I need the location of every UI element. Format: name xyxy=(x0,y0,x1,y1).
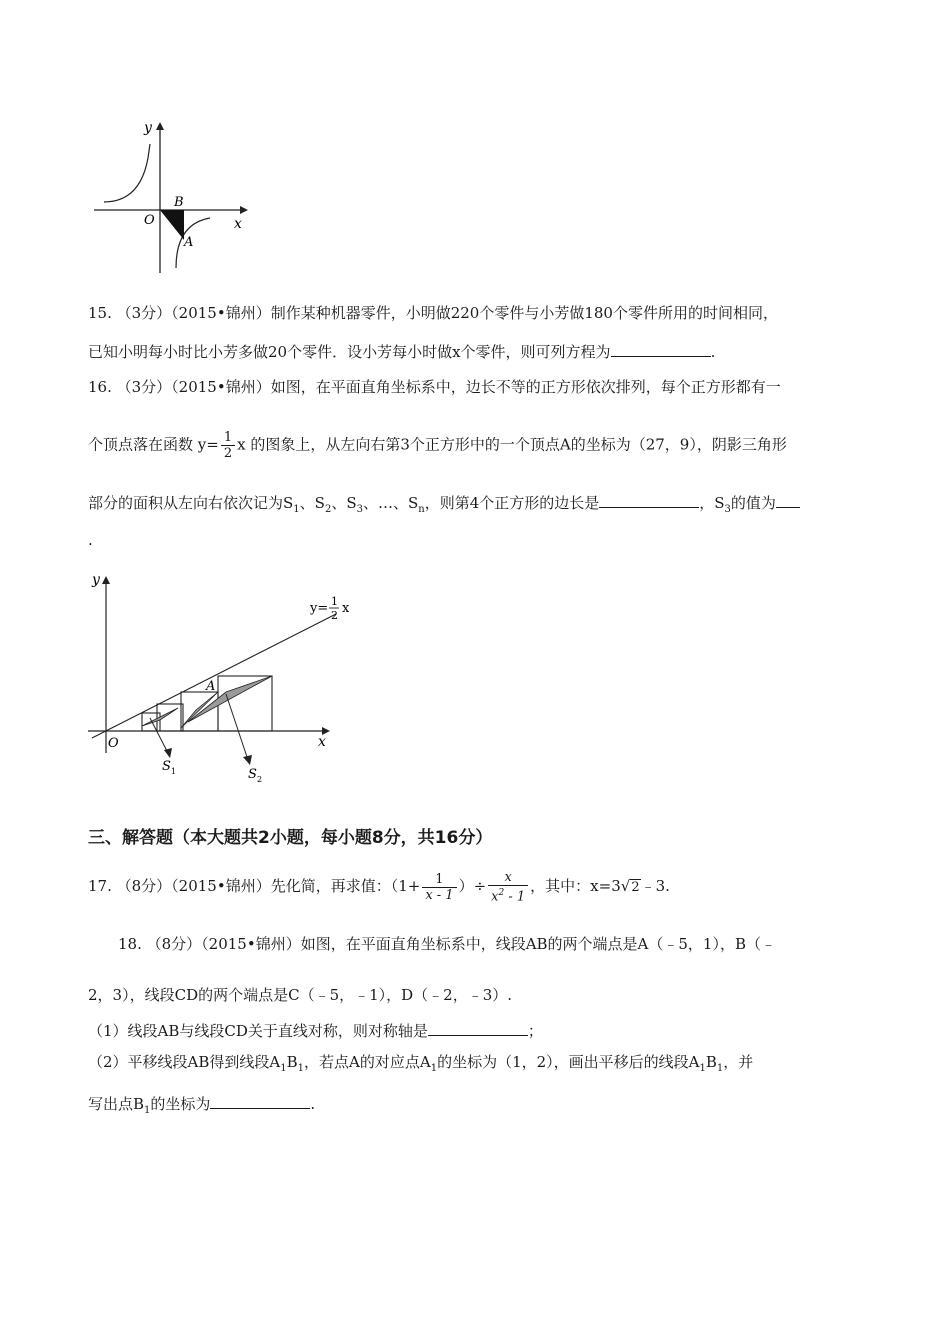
q18-sub-f: 1 xyxy=(144,1105,151,1116)
q17-text-b: ）÷ xyxy=(458,877,487,895)
q15-answer-blank[interactable] xyxy=(611,341,711,357)
fig1-o-label: O xyxy=(144,213,155,228)
q16-line4: . xyxy=(88,531,93,549)
fig1-b-label: B xyxy=(174,195,184,210)
q18-line5-b: 的坐标为 xyxy=(150,1095,211,1113)
q16-line2-rest: x 的图象上，从左向右第3个正方形中的一个顶点A的坐标为（27，9），阴影三角形 xyxy=(237,435,787,454)
q17-text-c: ，其中：x=3 xyxy=(530,877,621,895)
q18-line4 xyxy=(88,1052,753,1079)
q15-line1: 15. （3分）（2015•锦州）制作某种机器零件，小明做220个零件与小芳做180个零件所用的时间相同， xyxy=(88,304,778,322)
fig2-s2-sub: 2 xyxy=(257,775,263,784)
q17-f2-den xyxy=(488,886,528,904)
q18-line5-end: . xyxy=(310,1095,316,1113)
fig1-a-label: A xyxy=(184,235,194,250)
q17-f1-den: x - 1 xyxy=(425,887,454,903)
q17-f2-den-sup: 2 xyxy=(498,887,505,898)
q16-line3-a: 部分的面积从左向右依次记为S xyxy=(88,494,294,512)
q16-line3-c: 、S xyxy=(331,494,357,512)
q16-frac-den: 2 xyxy=(223,446,233,461)
q17-sqrt-value: 2 xyxy=(631,880,640,895)
q18-line5-a: 写出点B xyxy=(88,1095,145,1113)
q18-line4-e: B xyxy=(705,1053,717,1071)
q17-fraction-1 xyxy=(422,872,456,903)
fig1-y-label: y xyxy=(144,120,152,136)
fig2-func-x: x xyxy=(342,601,350,616)
fig2-x-label: x xyxy=(318,734,326,750)
q16-subn: n xyxy=(418,504,425,515)
q18-line4-a: （2）平移线段AB得到线段A xyxy=(88,1053,281,1071)
fig2-func-label: y= xyxy=(310,601,329,616)
q18-line4-c: ，若点A的对应点A xyxy=(304,1053,431,1071)
q17-text-a: 17. （8分）（2015•锦州）先化简，再求值：（1+ xyxy=(88,877,421,895)
q16-answer-blank-2[interactable] xyxy=(776,492,800,508)
fig2-s2-label: S xyxy=(248,767,257,782)
q16-answer-blank-1[interactable] xyxy=(599,492,699,508)
q18-line3-end: ； xyxy=(527,1022,543,1040)
q18-line1: 18. （8分）（2015•锦州）如图，在平面直角坐标系中，线段AB的两个端点是A（﹣5，1），B（﹣ xyxy=(118,935,776,953)
q16-line1: 16. （3分）（2015•锦州）如图，在平面直角坐标系中，边长不等的正方形依次排列，每个正方形都有一 xyxy=(88,378,781,396)
q16-frac-num: 1 xyxy=(221,430,235,446)
q16-line3-b: 、S xyxy=(299,494,325,512)
q16-sub1: 1 xyxy=(293,504,300,515)
q18-sub-a: 1 xyxy=(280,1063,287,1074)
q18-sub-e: 1 xyxy=(716,1063,724,1074)
fig2-func-den: 2 xyxy=(331,609,338,622)
q17-text-d: ﹣3. xyxy=(640,877,670,895)
q18-line4-d: 的坐标为（1，2），画出平移后的线段A xyxy=(437,1053,700,1071)
q18-line4-f: ，并 xyxy=(723,1053,754,1071)
q16-fraction xyxy=(221,430,235,461)
q18-line5 xyxy=(88,1093,315,1121)
q18-answer-blank-2[interactable] xyxy=(210,1093,310,1109)
section-heading: 三、解答题（本大题共2小题，每小题8分，共16分） xyxy=(88,828,493,848)
q18-line3 xyxy=(88,1020,543,1041)
q16-line2-start: 个顶点落在函数 y= xyxy=(88,435,219,454)
fig1-x-label: x xyxy=(234,216,242,232)
fig2-y-label: y xyxy=(92,572,100,588)
q18-sub-d: 1 xyxy=(699,1063,706,1074)
q17-line xyxy=(88,868,670,904)
q17-fraction-2 xyxy=(488,870,528,904)
q16-sub2: 2 xyxy=(324,504,332,515)
q18-sub-c: 1 xyxy=(430,1063,438,1074)
figure-squares xyxy=(86,568,378,788)
sqrt-icon: √ xyxy=(620,877,631,895)
q18-line2: 2，3），线段CD的两个端点是C（﹣5，﹣1），D（﹣2，﹣3）. xyxy=(88,986,513,1004)
q15-line2 xyxy=(88,341,715,362)
q16-sub3b: 3 xyxy=(724,504,731,515)
figure-hyperbola xyxy=(90,118,260,278)
q18-line3-text: （1）线段AB与线段CD关于直线对称，则对称轴是 xyxy=(88,1022,428,1040)
fig2-o-label: O xyxy=(108,736,119,751)
q16-line3 xyxy=(88,492,800,520)
q15-text: 已知小明每小时比小芳多做20个零件．设小芳每小时做x个零件，则可列方程为 xyxy=(88,343,611,361)
q18-answer-blank-1[interactable] xyxy=(428,1020,528,1036)
fig2-a-label: A xyxy=(206,679,216,694)
q17-f2-num: x xyxy=(488,870,528,886)
q16-line3-g: 的值为 xyxy=(730,494,776,512)
fig2-s1-label: S xyxy=(162,759,171,774)
q18-line4-b: B xyxy=(286,1053,298,1071)
q16-line3-e: ，则第4个正方形的边长是 xyxy=(424,494,600,512)
fig2-func-num: 1 xyxy=(331,595,338,608)
q16-line3-d: 、…、S xyxy=(362,494,419,512)
q16-line3-f: ，S xyxy=(699,494,725,512)
q16-line2 xyxy=(88,430,787,461)
fig2-s1-sub: 1 xyxy=(171,767,177,776)
q15-period: . xyxy=(710,343,716,361)
q16-sub3: 3 xyxy=(356,504,363,515)
q17-f2-den-x: x xyxy=(491,889,499,905)
q17-f1-num: 1 xyxy=(422,872,456,888)
q17-f2-den-rest: - 1 xyxy=(504,889,526,905)
q18-sub-b: 1 xyxy=(297,1063,305,1074)
